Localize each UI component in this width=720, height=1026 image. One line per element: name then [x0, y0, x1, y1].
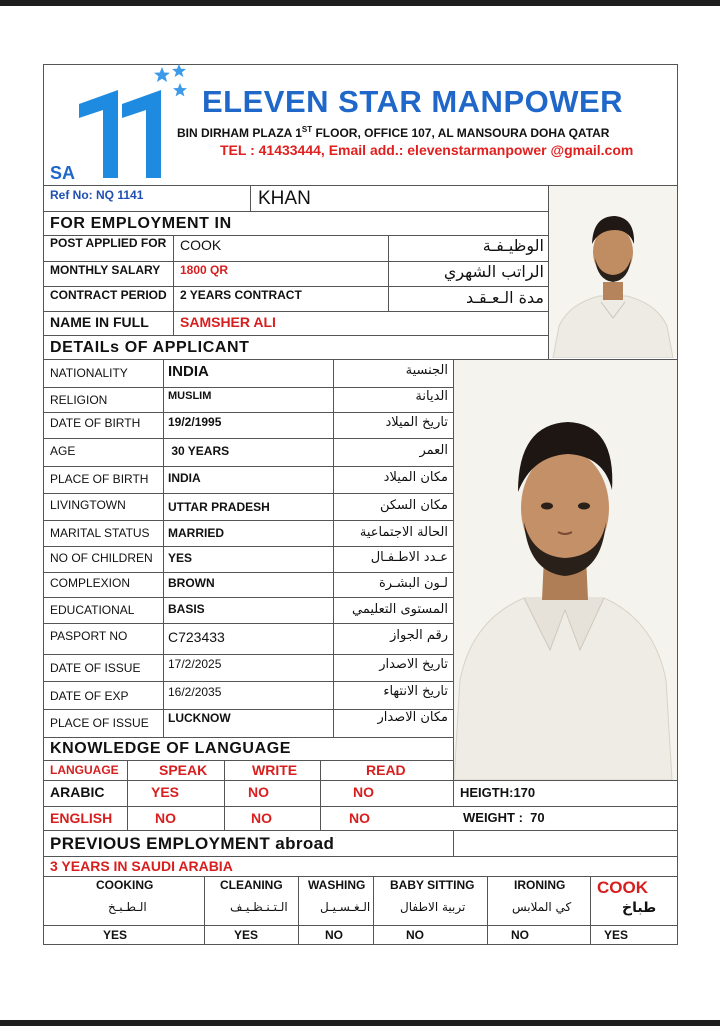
row-line [43, 760, 453, 761]
col-line [204, 876, 205, 945]
row-line [43, 546, 453, 547]
marital-value: MARRIED [168, 526, 224, 540]
row-line [43, 780, 678, 781]
applicant-photo-large [454, 360, 677, 780]
skill-cooking-en: COOKING [96, 878, 154, 892]
lang-header-speak: SPEAK [159, 762, 208, 778]
dob-arabic: تاريخ الميلاد [385, 415, 448, 430]
lang-english-name: ENGLISH [50, 810, 113, 826]
lang-english-speak: NO [155, 810, 176, 826]
salary-label: MONTHLY SALARY [50, 263, 161, 277]
col-line [250, 185, 251, 211]
col-line [590, 876, 591, 945]
applicant-photo-small [549, 186, 677, 358]
row-line [43, 856, 678, 857]
applicant-heading: DETAILs OF APPLICANT [50, 339, 250, 356]
previous-detail: 3 YEARS IN SAUDI ARABIA [50, 858, 233, 874]
row-line [43, 412, 453, 413]
nationality-arabic: الجنسية [405, 363, 448, 378]
contract-value: 2 YEARS CONTRACT [180, 288, 302, 302]
row-line [43, 466, 453, 467]
row-line [43, 654, 453, 655]
language-heading: KNOWLEDGE OF LANGUAGE [50, 740, 292, 757]
pob-arabic: مكان الميلاد [383, 470, 448, 485]
pob-value: INDIA [168, 471, 201, 485]
row-line [43, 438, 453, 439]
row-line [43, 681, 453, 682]
row-line [43, 597, 453, 598]
lang-arabic-write: NO [248, 784, 269, 800]
issue-place-arabic: مكان الاصدار [377, 710, 448, 725]
company-address: BIN DIRHAM PLAZA 1ST FLOOR, OFFICE 107, AL MANSOURA DOHA QATAR [177, 125, 610, 140]
height-value: HEIGTH:170 [460, 785, 536, 800]
lang-header-read: READ [366, 762, 406, 778]
surname: KHAN [258, 188, 311, 209]
company-contact: TEL : 41433444, Email add.: elevenstarmanpower @gmail.com [220, 142, 634, 158]
previous-heading: PREVIOUS EMPLOYMENT abroad [50, 834, 335, 853]
person-photo-icon [454, 360, 677, 780]
expiry-label: DATE OF EXP [50, 689, 129, 703]
name-value: SAMSHER ALI [180, 314, 276, 330]
livingtown-label: LIVINGTOWN [50, 498, 126, 512]
religion-arabic: الديانة [415, 389, 448, 404]
lang-header-language: LANGUAGE [50, 763, 119, 777]
nationality-value: INDIA [168, 363, 209, 380]
post-arabic: الوظيـفـة [482, 236, 544, 255]
skill-cook-en: COOK [597, 878, 648, 897]
age-arabic: العمر [419, 443, 448, 458]
children-value: YES [168, 551, 193, 565]
marital-label: MARITAL STATUS [50, 526, 150, 540]
skill-cook-value: YES [604, 928, 629, 942]
col-line [453, 830, 454, 856]
expiry-arabic: تاريخ الانتهاء [383, 684, 448, 699]
person-photo-icon [549, 186, 677, 358]
col-line [320, 760, 321, 830]
col-line [224, 760, 225, 830]
row-line [43, 806, 678, 807]
education-label: EDUCATIONAL [50, 603, 135, 617]
row-line [43, 335, 548, 336]
lang-arabic-read: NO [353, 784, 374, 800]
issue-place-label: PLACE OF ISSUE [50, 716, 149, 730]
skill-babysitting-value: NO [406, 928, 424, 942]
issue-date-arabic: تاريخ الاصدار [379, 657, 448, 672]
complexion-arabic: لـون البشـرة [378, 576, 448, 591]
skill-cooking-value: YES [103, 928, 128, 942]
col-line [173, 235, 174, 335]
row-line [43, 311, 548, 312]
passport-arabic: رقم الجواز [390, 628, 448, 643]
row-line [43, 387, 453, 388]
passport-value: C723433 [168, 629, 225, 645]
dob-value: 19/2/1995 [168, 415, 222, 429]
lang-english-read: NO [349, 810, 370, 826]
age-label: AGE [50, 444, 76, 458]
skill-babysitting-en: BABY SITTING [390, 878, 475, 892]
skill-babysitting-ar: تربية الاطفال [400, 900, 466, 914]
ref-number: Ref No: NQ 1141 [50, 188, 144, 202]
expiry-value: 16/2/2035 [168, 685, 222, 699]
education-arabic: المستوى التعليمي [352, 602, 448, 617]
logo-letters: SA [50, 163, 76, 183]
row-line [43, 737, 453, 738]
age-value: 30 YEARS [168, 444, 230, 458]
employment-heading: FOR EMPLOYMENT IN [50, 215, 232, 232]
skill-cleaning-value: YES [234, 928, 259, 942]
issue-date-value: 17/2/2025 [168, 657, 222, 671]
row-line [43, 493, 453, 494]
livingtown-value: UTTAR PRADESH [168, 500, 270, 514]
col-line [127, 760, 128, 830]
passport-label: PASPORT NO [50, 629, 128, 643]
logo-stars-icon [152, 64, 190, 104]
skill-cleaning-en: CLEANING [220, 878, 283, 892]
post-label: POST APPLIED FOR [50, 236, 167, 250]
row-line [43, 925, 678, 926]
skill-ironing-ar: كي الملابس [512, 900, 572, 914]
post-value: COOK [180, 237, 222, 253]
skill-cooking-ar: الـطـبـخ [108, 900, 147, 914]
religion-value: MUSLIM [168, 390, 212, 402]
skill-cook-ar: طباخ [622, 900, 657, 916]
col-line [388, 235, 389, 311]
skill-washing-en: WASHING [308, 878, 366, 892]
col-line [373, 876, 374, 945]
religion-label: RELIGION [50, 393, 108, 407]
children-arabic: عـدد الاطـفـال [370, 550, 448, 565]
issue-date-label: DATE OF ISSUE [50, 661, 141, 675]
row-line [43, 572, 453, 573]
skill-cleaning-ar: الـتـنـظـيـف [230, 900, 288, 914]
complexion-label: COMPLEXION [50, 576, 131, 590]
lang-arabic-name: ARABIC [50, 784, 105, 800]
contract-arabic: مدة الـعـقـد [465, 288, 544, 307]
col-line [487, 876, 488, 945]
lang-arabic-speak: YES [151, 784, 180, 800]
skill-washing-ar: الـغـسـيـل [320, 900, 371, 914]
row-line [43, 211, 548, 212]
row-line [43, 286, 548, 287]
nationality-label: NATIONALITY [50, 366, 128, 380]
row-line [43, 876, 678, 877]
top-edge [0, 0, 720, 6]
row-line [43, 830, 678, 831]
row-line [43, 623, 453, 624]
salary-arabic: الراتب الشهري [443, 262, 544, 281]
lang-header-write: WRITE [252, 762, 298, 778]
name-label: NAME IN FULL [50, 314, 149, 330]
issue-place-value: LUCKNOW [168, 711, 231, 725]
weight-value: WEIGHT : 70 [463, 810, 545, 825]
row-line [43, 520, 453, 521]
skill-ironing-en: IRONING [514, 878, 566, 892]
complexion-value: BROWN [168, 576, 215, 590]
marital-arabic: الحالة الاجتماعية [359, 525, 448, 540]
col-line [298, 876, 299, 945]
contract-label: CONTRACT PERIOD [50, 288, 167, 302]
livingtown-arabic: مكان السكن [379, 498, 448, 513]
skill-ironing-value: NO [511, 928, 529, 942]
company-name: ELEVEN STAR MANPOWER [202, 84, 624, 119]
pob-label: PLACE OF BIRTH [50, 472, 149, 486]
salary-value: 1800 QR [180, 263, 229, 277]
education-value: BASIS [168, 602, 205, 616]
dob-label: DATE OF BIRTH [50, 416, 141, 430]
skill-washing-value: NO [325, 928, 343, 942]
lang-english-write: NO [251, 810, 272, 826]
children-label: NO OF CHILDREN [50, 551, 153, 565]
bottom-edge [0, 1020, 720, 1026]
